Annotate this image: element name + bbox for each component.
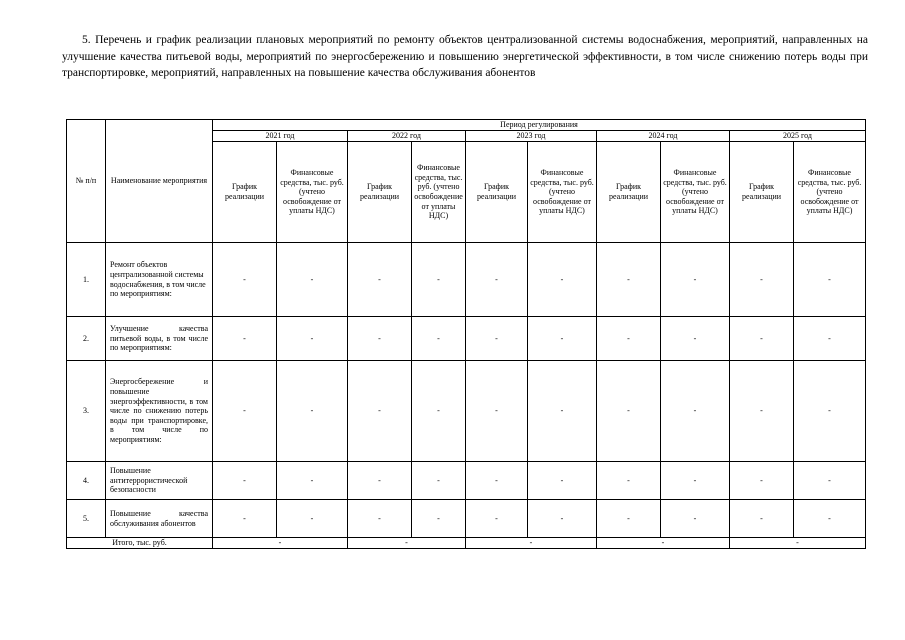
table-row — [67, 500, 866, 538]
finance-cell: - — [528, 361, 597, 462]
total-cell: - — [730, 538, 866, 549]
schedule-cell: - — [348, 361, 412, 462]
row-number: 1. — [67, 243, 106, 317]
finance-cell: - — [661, 500, 730, 538]
schedule-cell: - — [466, 361, 528, 462]
schedule-cell: - — [597, 361, 661, 462]
schedule-header: График реализации — [730, 142, 794, 243]
schedule-cell: - — [730, 243, 794, 317]
schedule-cell: - — [730, 317, 794, 361]
schedule-cell: - — [597, 317, 661, 361]
total-row — [67, 538, 866, 549]
finance-cell: - — [794, 243, 866, 317]
year-header: 2023 год — [466, 131, 597, 142]
total-cell: - — [466, 538, 597, 549]
row-name: Ремонт объектов централизованной системы водоснабжения, в том числе по мероприятиям: — [106, 243, 213, 317]
finance-cell: - — [661, 361, 730, 462]
schedule-cell: - — [213, 361, 277, 462]
finance-cell: - — [794, 462, 866, 500]
schedule-cell: - — [466, 243, 528, 317]
schedule-cell: - — [348, 500, 412, 538]
finance-cell: - — [661, 243, 730, 317]
finance-cell: - — [528, 462, 597, 500]
finance-cell: - — [794, 317, 866, 361]
finance-cell: - — [528, 317, 597, 361]
finance-header: Финансовые средства, тыс. руб. (учтено освобождение от уплаты НДС) — [528, 142, 597, 243]
finance-cell: - — [277, 500, 348, 538]
total-cell: - — [348, 538, 466, 549]
schedule-cell: - — [213, 462, 277, 500]
finance-cell: - — [661, 462, 730, 500]
schedule-header: График реализации — [348, 142, 412, 243]
year-header: 2024 год — [597, 131, 730, 142]
page-heading: 5. Перечень и график реализации плановых мероприятий по ремонту объектов централизованной системы водоснабжения, мероприятий, направленных на улучшение качества питьевой воды, мероприятий по энергосбережению и повышению энергетической эффективности, в том числе снижению потерь воды при транспортировке, мероприятий, направленных на повышение качества обслуживания абонентов — [62, 34, 868, 79]
finance-cell: - — [794, 361, 866, 462]
row-number: 4. — [67, 462, 106, 500]
schedule-cell: - — [730, 500, 794, 538]
schedule-cell: - — [348, 317, 412, 361]
schedule-cell: - — [730, 462, 794, 500]
schedule-header: График реализации — [466, 142, 528, 243]
finance-cell: - — [412, 500, 466, 538]
finance-header: Финансовые средства, тыс. руб. (учтено освобождение от уплаты НДС) — [412, 142, 466, 243]
schedule-header: График реализации — [213, 142, 277, 243]
finance-cell: - — [277, 243, 348, 317]
finance-cell: - — [277, 317, 348, 361]
schedule-cell: - — [348, 462, 412, 500]
total-cell: - — [597, 538, 730, 549]
schedule-cell: - — [213, 317, 277, 361]
schedule-cell: - — [597, 243, 661, 317]
table-row — [67, 361, 866, 462]
finance-cell: - — [277, 462, 348, 500]
schedule-cell: - — [213, 243, 277, 317]
schedule-cell: - — [730, 361, 794, 462]
finance-cell: - — [412, 317, 466, 361]
row-name: Улучшение качества питьевой воды, в том числе по мероприятиям: — [106, 317, 213, 361]
finance-header: Финансовые средства, тыс. руб. (учтено освобождение от уплаты НДС) — [661, 142, 730, 243]
finance-cell: - — [661, 317, 730, 361]
finance-cell: - — [412, 462, 466, 500]
column-header-name: Наименование мероприятия — [106, 120, 213, 243]
row-name: Повышение качества обслуживания абонентов — [106, 500, 213, 538]
finance-cell: - — [794, 500, 866, 538]
schedule-cell: - — [348, 243, 412, 317]
schedule-cell: - — [466, 317, 528, 361]
row-number: 2. — [67, 317, 106, 361]
year-header: 2022 год — [348, 131, 466, 142]
finance-header: Финансовые средства, тыс. руб. (учтено освобождение от уплаты НДС) — [277, 142, 348, 243]
plan-table — [66, 119, 866, 549]
row-name: Повышение антитеррористической безопасности — [106, 462, 213, 500]
finance-cell: - — [277, 361, 348, 462]
table-row — [67, 243, 866, 317]
schedule-cell: - — [597, 462, 661, 500]
year-header: 2025 год — [730, 131, 866, 142]
row-number: 5. — [67, 500, 106, 538]
total-cell: - — [213, 538, 348, 549]
row-name: Энергосбережение и повышение энергоэффективности, в том числе по снижению потерь воды при транспортировке, в том числе по мероприятиям: — [106, 361, 213, 462]
table-row — [67, 462, 866, 500]
schedule-cell: - — [466, 462, 528, 500]
period-header: Период регулирования — [213, 120, 866, 131]
finance-cell: - — [528, 500, 597, 538]
schedule-cell: - — [597, 500, 661, 538]
finance-cell: - — [412, 243, 466, 317]
schedule-header: График реализации — [597, 142, 661, 243]
schedule-cell: - — [213, 500, 277, 538]
row-number: 3. — [67, 361, 106, 462]
column-header-number: № п/п — [67, 120, 106, 243]
finance-header: Финансовые средства, тыс. руб. (учтено освобождение от уплаты НДС) — [794, 142, 866, 243]
finance-cell: - — [412, 361, 466, 462]
total-label: Итого, тыс. руб. — [67, 538, 213, 549]
table-header-row — [67, 120, 866, 131]
finance-cell: - — [528, 243, 597, 317]
schedule-cell: - — [466, 500, 528, 538]
year-header: 2021 год — [213, 131, 348, 142]
table-row — [67, 317, 866, 361]
